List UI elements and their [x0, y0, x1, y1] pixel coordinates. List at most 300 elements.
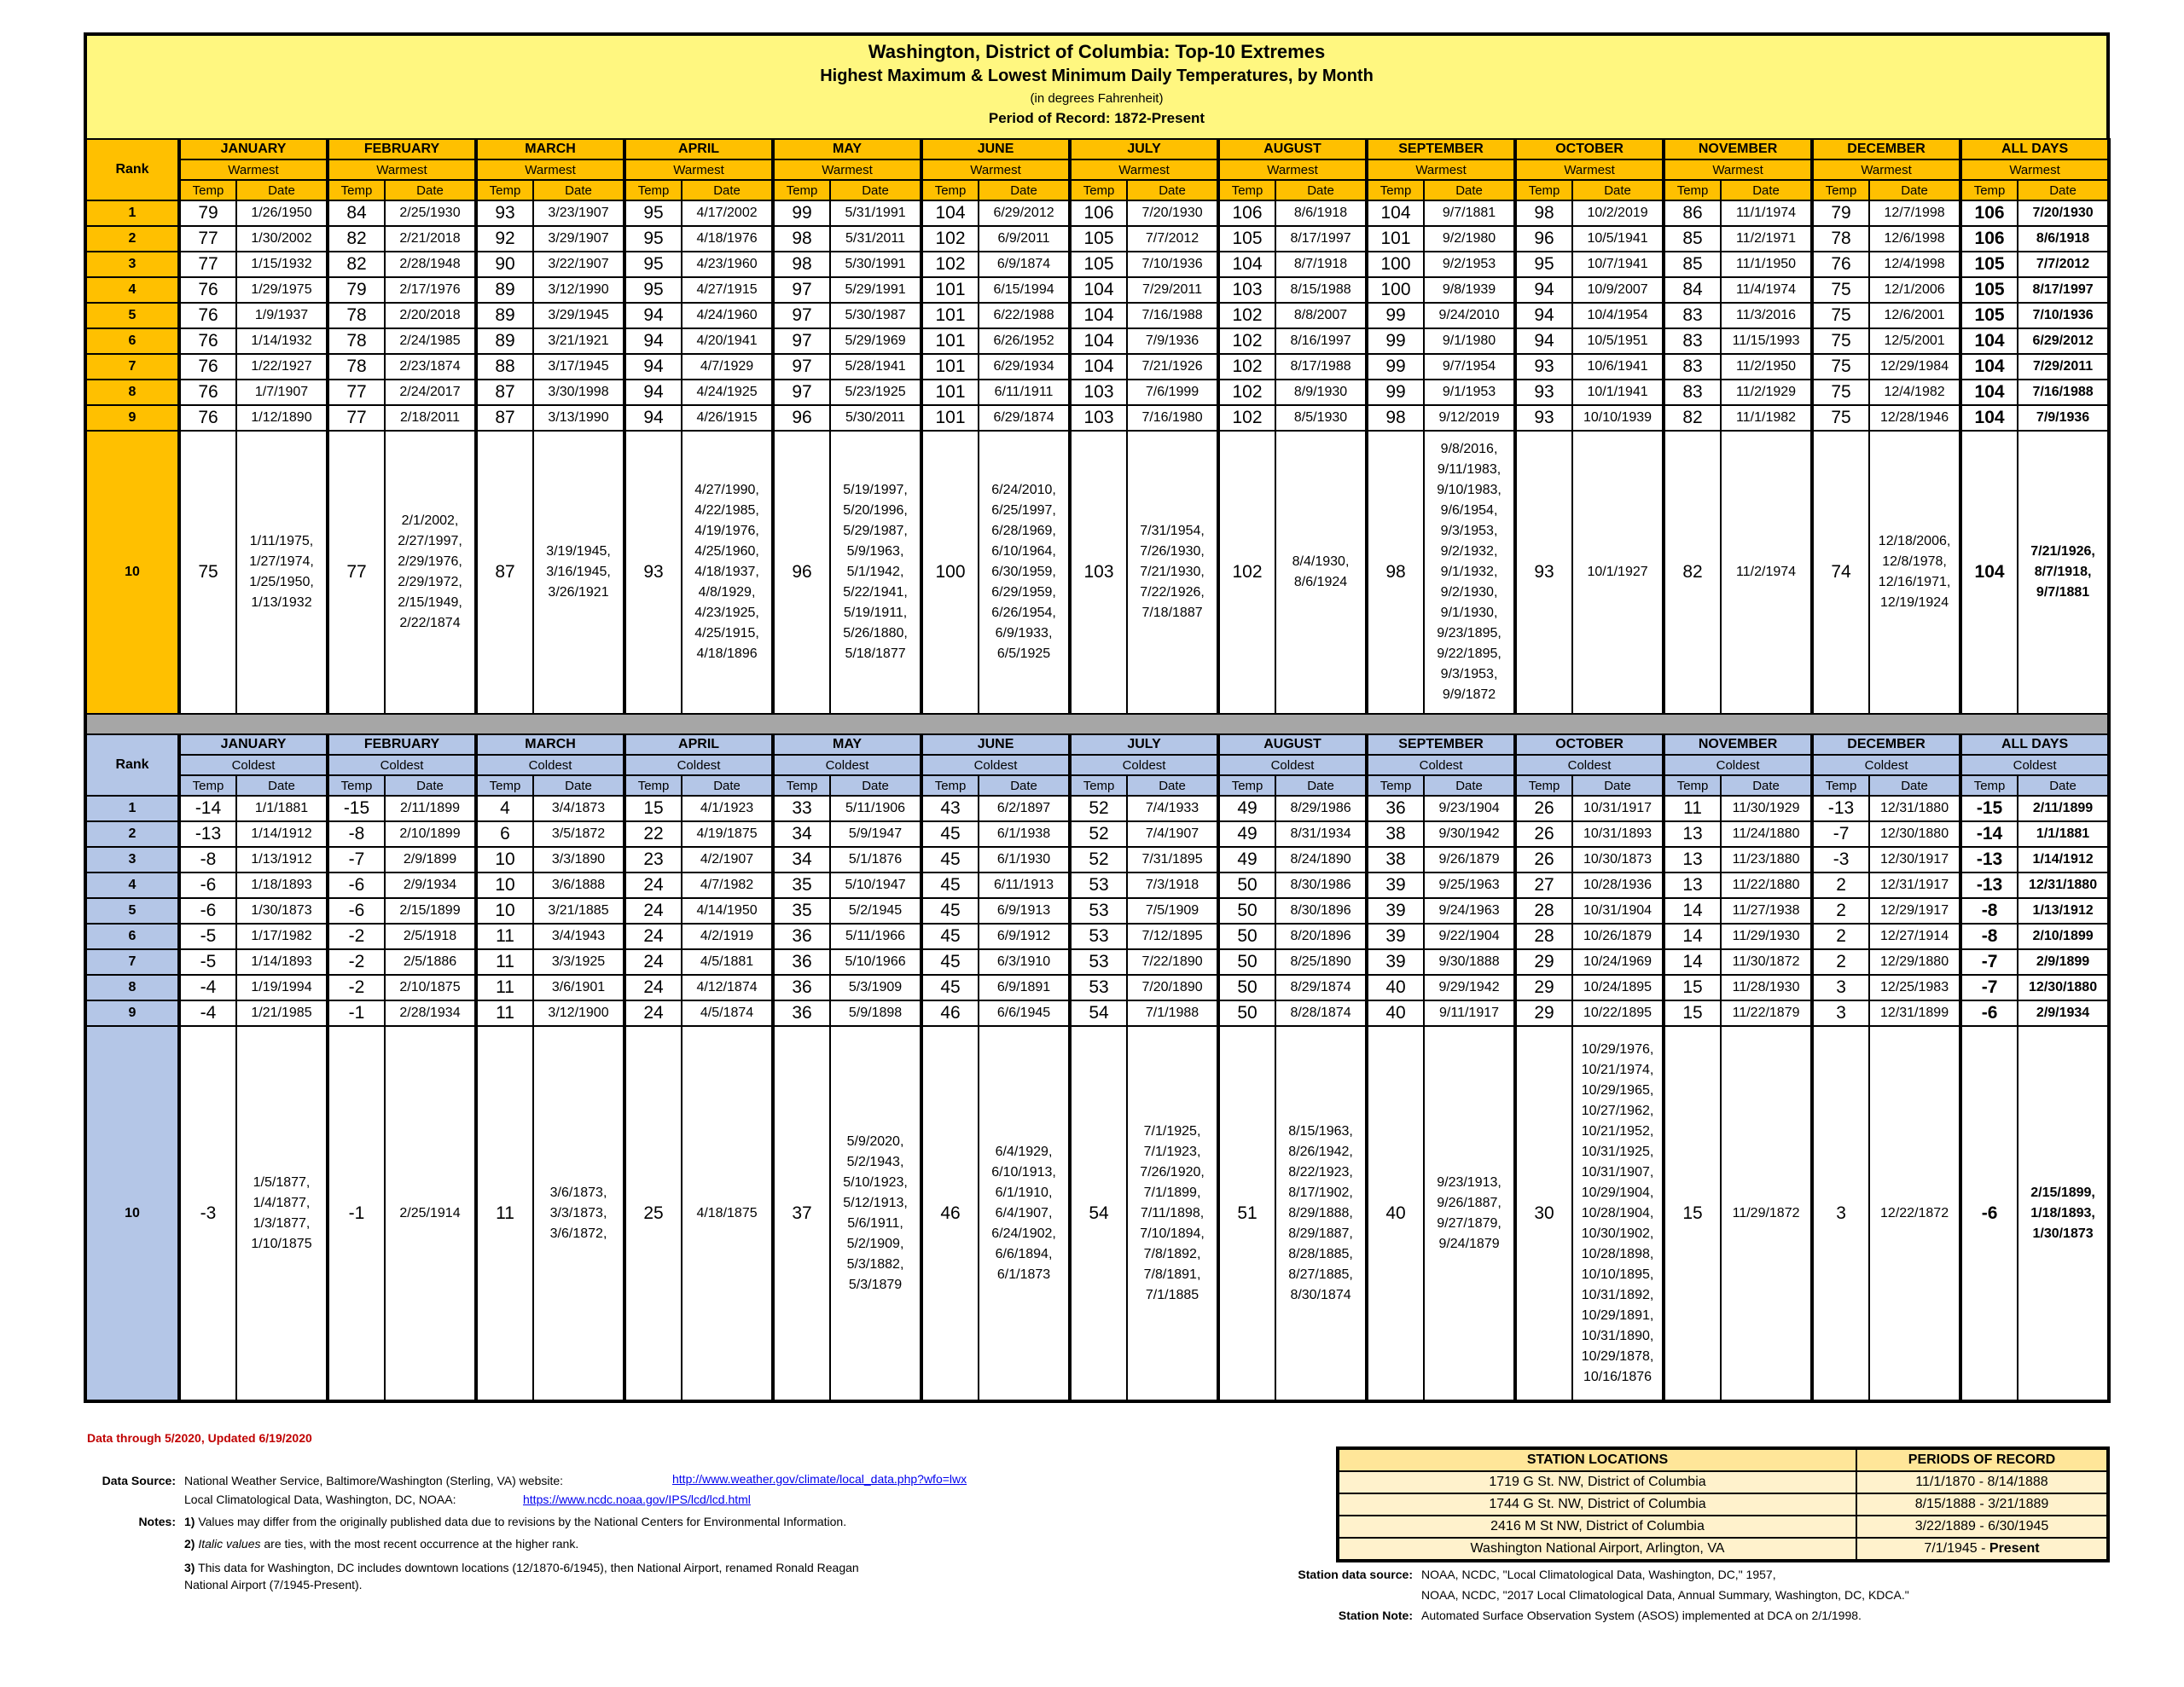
temp-cell: 36	[773, 975, 830, 1000]
temp-cell: 14	[1664, 924, 1721, 949]
table-row	[85, 847, 2109, 872]
date-cell: 7/29/2011	[2018, 354, 2109, 380]
date-cell: 5/10/1947	[830, 872, 921, 898]
station-source-line1: NOAA, NCDC, "Local Climatological Data, Washington, DC," 1957,	[1421, 1568, 1776, 1581]
temp-cell: 97	[773, 303, 830, 328]
data-source-link1[interactable]: http://www.weather.gov/climate/local_data.php?wfo=lwx	[672, 1472, 967, 1486]
date-cell: 6/9/1874	[979, 252, 1070, 277]
date-cell: 2/28/1948	[385, 252, 476, 277]
warm-label: Warmest	[1367, 159, 1515, 180]
temp-cell: -15	[1960, 796, 2018, 821]
temp-cell: 102	[1218, 328, 1275, 354]
temp-header: Temp	[1664, 775, 1721, 796]
column-header: DECEMBER	[1812, 734, 1960, 755]
temp-cell: 103	[1070, 405, 1127, 431]
temp-cell: 86	[1664, 200, 1721, 226]
temp-cell: 53	[1070, 975, 1127, 1000]
temp-cell: -13	[179, 821, 236, 847]
note-2-text: are ties, with the most recent occurrence at the higher rank.	[264, 1537, 579, 1551]
column-header: APRIL	[624, 139, 773, 159]
date-cell: 5/3/1909	[830, 975, 921, 1000]
date-header: Date	[830, 775, 921, 796]
temp-cell: 93	[476, 200, 533, 226]
date-cell: 3/17/1945	[533, 354, 624, 380]
date-cell: 3/30/1998	[533, 380, 624, 405]
date-cell: 6/9/1891	[979, 975, 1070, 1000]
date-cell: 12/18/2006, 12/8/1978, 12/16/1971, 12/19/1924	[1869, 431, 1960, 714]
note-3-text: This data for Washington, DC includes downtown locations (12/1870-6/1945), then National Airport, renamed Ronald Reagan	[198, 1561, 859, 1574]
date-header: Date	[1127, 775, 1218, 796]
temp-cell: 4	[476, 796, 533, 821]
date-cell: 6/29/2012	[979, 200, 1070, 226]
notes-label: Notes:	[138, 1515, 176, 1528]
temp-cell: 36	[1367, 796, 1424, 821]
date-cell: 10/1/1941	[1572, 380, 1664, 405]
date-cell: 4/14/1950	[682, 898, 773, 924]
date-cell: 7/3/1918	[1127, 872, 1218, 898]
date-cell: 12/25/1983	[1869, 975, 1960, 1000]
cold-label: Coldest	[1070, 755, 1218, 775]
temp-cell: 77	[179, 226, 236, 252]
temp-cell: 53	[1070, 872, 1127, 898]
temp-cell: 36	[773, 1000, 830, 1026]
date-cell: 8/29/1986	[1275, 796, 1367, 821]
temp-cell: 106	[1960, 200, 2018, 226]
date-cell: 2/10/1875	[385, 975, 476, 1000]
date-cell: 1/21/1985	[236, 1000, 328, 1026]
temp-cell: 40	[1367, 975, 1424, 1000]
station-period: 3/22/1889 - 6/30/1945	[1856, 1516, 2108, 1538]
temp-cell: -6	[1960, 1000, 2018, 1026]
date-cell: 2/5/1918	[385, 924, 476, 949]
table-row	[85, 1000, 2109, 1026]
temp-cell: 94	[624, 380, 682, 405]
date-cell: 3/4/1873	[533, 796, 624, 821]
date-cell: 10/29/1976, 10/21/1974, 10/29/1965, 10/27/1962, 10/21/1952, 10/31/1925, 10/31/1907, 10/29/1904, 10/28/1904, 10/30/1902, 10/28/1898, 10/10/1895, 10/31/1892, 10/29/1891, 10/31/1890, 10/29/1878, 10/16/1876	[1572, 1026, 1664, 1401]
temp-cell: 102	[1218, 354, 1275, 380]
temp-cell: 102	[1218, 431, 1275, 714]
temp-header: Temp	[1960, 775, 2018, 796]
station-source-line2: NOAA, NCDC, "2017 Local Climatological Data, Annual Summary, Washington, DC, KDCA."	[1421, 1588, 1909, 1602]
rank-cell: 10	[85, 1026, 179, 1401]
temp-header: Temp	[1812, 180, 1869, 200]
date-cell: 8/16/1997	[1275, 328, 1367, 354]
date-cell: 10/22/1895	[1572, 1000, 1664, 1026]
temp-cell: 45	[921, 949, 979, 975]
temp-cell: 29	[1515, 1000, 1572, 1026]
temp-cell: 105	[1218, 226, 1275, 252]
temp-cell: 92	[476, 226, 533, 252]
date-cell: 9/11/1917	[1424, 1000, 1515, 1026]
date-cell: 6/9/1913	[979, 898, 1070, 924]
temp-cell: 2	[1812, 872, 1869, 898]
date-cell: 7/29/2011	[1127, 277, 1218, 303]
date-cell: 12/6/1998	[1869, 226, 1960, 252]
stations-header-row	[1338, 1448, 2108, 1471]
temp-cell: 102	[1218, 405, 1275, 431]
temp-cell: 93	[1515, 405, 1572, 431]
date-cell: 1/29/1975	[236, 277, 328, 303]
temp-cell: 28	[1515, 898, 1572, 924]
temp-cell: 76	[179, 328, 236, 354]
date-cell: 12/30/1880	[1869, 821, 1960, 847]
temp-cell: 106	[1218, 200, 1275, 226]
temp-cell: 74	[1812, 431, 1869, 714]
date-cell: 11/28/1930	[1721, 975, 1812, 1000]
column-header: JULY	[1070, 734, 1218, 755]
temp-cell: -3	[1812, 847, 1869, 872]
date-header: Date	[1869, 180, 1960, 200]
data-source-line1: National Weather Service, Baltimore/Washington (Sterling, VA) website:	[184, 1474, 564, 1487]
temp-header: Temp	[1812, 775, 1869, 796]
column-header: NOVEMBER	[1664, 139, 1812, 159]
date-cell: 1/17/1982	[236, 924, 328, 949]
rank-cell: 10	[85, 431, 179, 714]
temp-header: Temp	[1664, 180, 1721, 200]
temp-cell: 82	[1664, 431, 1721, 714]
date-cell: 6/24/2010, 6/25/1997, 6/28/1969, 6/10/1964, 6/30/1959, 6/29/1959, 6/26/1954, 6/9/1933, 6/5/1925	[979, 431, 1070, 714]
date-cell: 10/28/1936	[1572, 872, 1664, 898]
temp-cell: 104	[1070, 303, 1127, 328]
temp-cell: 89	[476, 303, 533, 328]
date-cell: 5/9/1898	[830, 1000, 921, 1026]
date-cell: 9/23/1913, 9/26/1887, 9/27/1879, 9/24/1879	[1424, 1026, 1515, 1401]
date-cell: 5/19/1997, 5/20/1996, 5/29/1987, 5/9/1963, 5/1/1942, 5/22/1941, 5/19/1911, 5/26/1880, 5/18/1877	[830, 431, 921, 714]
table-row	[85, 226, 2109, 252]
date-cell: 2/9/1934	[385, 872, 476, 898]
date-cell: 11/2/1971	[1721, 226, 1812, 252]
date-header: Date	[1424, 180, 1515, 200]
date-cell: 7/12/1895	[1127, 924, 1218, 949]
temp-header: Temp	[773, 775, 830, 796]
temp-cell: 50	[1218, 898, 1275, 924]
date-cell: 7/4/1907	[1127, 821, 1218, 847]
column-header: JUNE	[921, 139, 1070, 159]
date-header: Date	[1721, 775, 1812, 796]
temp-cell: -7	[1960, 975, 2018, 1000]
date-cell: 11/27/1938	[1721, 898, 1812, 924]
date-cell: 7/6/1999	[1127, 380, 1218, 405]
date-cell: 9/2/1953	[1424, 252, 1515, 277]
date-cell: 9/24/1963	[1424, 898, 1515, 924]
date-cell: 7/1/1925, 7/1/1923, 7/26/1920, 7/1/1899, 7/11/1898, 7/10/1894, 7/8/1892, 7/8/1891, 7/1/1885	[1127, 1026, 1218, 1401]
column-header: AUGUST	[1218, 734, 1367, 755]
temp-cell: 43	[921, 796, 979, 821]
date-cell: 9/22/1904	[1424, 924, 1515, 949]
date-cell: 8/6/1918	[1275, 200, 1367, 226]
temp-cell: 104	[1960, 380, 2018, 405]
temp-cell: 51	[1218, 1026, 1275, 1401]
date-cell: 2/1/2002, 2/27/1997, 2/29/1976, 2/29/1972, 2/15/1949, 2/22/1874	[385, 431, 476, 714]
date-cell: 4/5/1881	[682, 949, 773, 975]
date-cell: 11/2/1974	[1721, 431, 1812, 714]
records-table	[84, 138, 2111, 1403]
temp-cell: 35	[773, 898, 830, 924]
temp-cell: 95	[624, 252, 682, 277]
table-row	[85, 1026, 2109, 1401]
date-cell: 10/7/1941	[1572, 252, 1664, 277]
date-cell: 5/30/2011	[830, 405, 921, 431]
date-cell: 9/8/2016, 9/11/1983, 9/10/1983, 9/6/1954, 9/3/1953, 9/2/1932, 9/1/1932, 9/2/1930, 9/1/1930, 9/23/1895, 9/22/1895, 9/3/1953, 9/9/1872	[1424, 431, 1515, 714]
date-cell: 1/15/1932	[236, 252, 328, 277]
warm-field-row	[85, 180, 2109, 200]
temp-cell: 45	[921, 847, 979, 872]
temp-cell: -6	[1960, 1026, 2018, 1401]
date-cell: 1/5/1877, 1/4/1877, 1/3/1877, 1/10/1875	[236, 1026, 328, 1401]
date-cell: 12/7/1998	[1869, 200, 1960, 226]
temp-cell: 45	[921, 821, 979, 847]
temp-cell: 96	[773, 405, 830, 431]
date-cell: 6/11/1913	[979, 872, 1070, 898]
date-cell: 2/9/1899	[2018, 949, 2109, 975]
date-cell: 12/29/1917	[1869, 898, 1960, 924]
temp-cell: 102	[1218, 380, 1275, 405]
date-cell: 4/19/1875	[682, 821, 773, 847]
date-cell: 10/9/2007	[1572, 277, 1664, 303]
date-cell: 1/19/1994	[236, 975, 328, 1000]
temp-cell: 102	[921, 226, 979, 252]
date-cell: 1/1/1881	[2018, 821, 2109, 847]
station-note-label: Station Note:	[1338, 1609, 1413, 1622]
table-row	[85, 277, 2109, 303]
date-cell: 6/9/2011	[979, 226, 1070, 252]
temp-cell: -1	[328, 1026, 385, 1401]
date-cell: 1/1/1881	[236, 796, 328, 821]
date-cell: 1/14/1912	[2018, 847, 2109, 872]
rank-cell: 1	[85, 200, 179, 226]
temp-cell: 95	[624, 200, 682, 226]
date-cell: 4/2/1919	[682, 924, 773, 949]
cold-label: Coldest	[1960, 755, 2109, 775]
temp-cell: 79	[328, 277, 385, 303]
date-cell: 11/30/1872	[1721, 949, 1812, 975]
table-row	[85, 821, 2109, 847]
temp-cell: 50	[1218, 949, 1275, 975]
temp-header: Temp	[179, 180, 236, 200]
temp-cell: 30	[1515, 1026, 1572, 1401]
temp-cell: 3	[1812, 975, 1869, 1000]
column-header: NOVEMBER	[1664, 734, 1812, 755]
temp-cell: -14	[179, 796, 236, 821]
table-row	[85, 431, 2109, 714]
date-cell: 6/11/1911	[979, 380, 1070, 405]
date-cell: 3/12/1900	[533, 1000, 624, 1026]
date-cell: 10/31/1904	[1572, 898, 1664, 924]
date-cell: 6/9/1912	[979, 924, 1070, 949]
rank-cell: 9	[85, 1000, 179, 1026]
date-cell: 8/28/1874	[1275, 1000, 1367, 1026]
temp-cell: -3	[179, 1026, 236, 1401]
warm-label: Warmest	[1812, 159, 1960, 180]
date-cell: 12/28/1946	[1869, 405, 1960, 431]
temp-cell: 89	[476, 328, 533, 354]
date-cell: 2/15/1899, 1/18/1893, 1/30/1873	[2018, 1026, 2109, 1401]
date-cell: 12/30/1917	[1869, 847, 1960, 872]
page-title: Washington, District of Columbia: Top-10 Extremes	[868, 41, 1326, 62]
date-cell: 1/30/1873	[236, 898, 328, 924]
date-cell: 2/23/1874	[385, 354, 476, 380]
temp-cell: 84	[328, 200, 385, 226]
temp-cell: 24	[624, 872, 682, 898]
date-cell: 10/5/1941	[1572, 226, 1664, 252]
date-cell: 6/2/1897	[979, 796, 1070, 821]
station-location: Washington National Airport, Arlington, VA	[1338, 1538, 1856, 1561]
temp-cell: 99	[1367, 380, 1424, 405]
date-cell: 7/20/1890	[1127, 975, 1218, 1000]
cold-label: Coldest	[773, 755, 921, 775]
temp-cell: 93	[1515, 354, 1572, 380]
date-cell: 4/27/1915	[682, 277, 773, 303]
date-cell: 3/22/1907	[533, 252, 624, 277]
temp-cell: 76	[179, 277, 236, 303]
temp-cell: 76	[179, 405, 236, 431]
station-location: 1744 G St. NW, District of Columbia	[1338, 1493, 1856, 1516]
date-cell: 8/20/1896	[1275, 924, 1367, 949]
temp-cell: 101	[921, 354, 979, 380]
station-row	[1338, 1538, 2108, 1561]
warm-label: Warmest	[1960, 159, 2109, 180]
temp-cell: 29	[1515, 949, 1572, 975]
period-of-record: Period of Record: 1872-Present	[988, 110, 1205, 126]
date-cell: 9/26/1879	[1424, 847, 1515, 872]
date-cell: 7/31/1895	[1127, 847, 1218, 872]
section-separator	[85, 714, 2109, 734]
temp-cell: 40	[1367, 1026, 1424, 1401]
table-row	[85, 898, 2109, 924]
temp-cell: 101	[921, 303, 979, 328]
rank-cell: 7	[85, 949, 179, 975]
date-cell: 1/30/2002	[236, 226, 328, 252]
date-header: Date	[1869, 775, 1960, 796]
temp-cell: 14	[1664, 949, 1721, 975]
date-cell: 9/25/1963	[1424, 872, 1515, 898]
note-2-number: 2)	[184, 1537, 195, 1551]
temp-cell: 3	[1812, 1000, 1869, 1026]
temp-cell: -7	[1812, 821, 1869, 847]
note-2-italic: Italic values	[198, 1537, 261, 1551]
table-row	[85, 354, 2109, 380]
date-cell: 10/31/1893	[1572, 821, 1664, 847]
temp-cell: 14	[1664, 898, 1721, 924]
table-row	[85, 872, 2109, 898]
temp-cell: -6	[179, 898, 236, 924]
temp-cell: 11	[476, 1026, 533, 1401]
temp-cell: 87	[476, 431, 533, 714]
table-row	[85, 252, 2109, 277]
temp-header: Temp	[328, 180, 385, 200]
temp-cell: 83	[1664, 354, 1721, 380]
date-cell: 8/15/1963, 8/26/1942, 8/22/1923, 8/17/1902, 8/29/1888, 8/29/1887, 8/28/1885, 8/27/1885, 8/30/1874	[1275, 1026, 1367, 1401]
cold-label: Coldest	[1218, 755, 1367, 775]
temp-header: Temp	[476, 180, 533, 200]
date-cell: 10/5/1951	[1572, 328, 1664, 354]
temp-cell: 97	[773, 328, 830, 354]
temp-cell: 78	[328, 328, 385, 354]
station-row	[1338, 1471, 2108, 1493]
rank-cell: 4	[85, 872, 179, 898]
date-cell: 1/9/1937	[236, 303, 328, 328]
temp-header: Temp	[1070, 775, 1127, 796]
station-row	[1338, 1493, 2108, 1516]
data-source-link2[interactable]: https://www.ncdc.noaa.gov/IPS/lcd/lcd.html	[523, 1493, 751, 1506]
temp-cell: 98	[773, 252, 830, 277]
temp-cell: 98	[1367, 431, 1424, 714]
date-cell: 10/26/1879	[1572, 924, 1664, 949]
station-period-present: Present	[1989, 1541, 2040, 1556]
temp-cell: 53	[1070, 949, 1127, 975]
date-cell: 8/6/1918	[2018, 226, 2109, 252]
column-header: FEBRUARY	[328, 139, 476, 159]
date-cell: 6/26/1952	[979, 328, 1070, 354]
date-cell: 2/10/1899	[2018, 924, 2109, 949]
date-cell: 8/24/1890	[1275, 847, 1367, 872]
warm-label: Warmest	[476, 159, 624, 180]
date-header: Date	[236, 180, 328, 200]
temp-cell: -13	[1960, 872, 2018, 898]
date-cell: 8/17/1997	[2018, 277, 2109, 303]
temp-cell: 24	[624, 1000, 682, 1026]
warm-label: Warmest	[1515, 159, 1664, 180]
temp-cell: 11	[1664, 796, 1721, 821]
temp-cell: 101	[1367, 226, 1424, 252]
temp-cell: 104	[1960, 405, 2018, 431]
temp-cell: 104	[1070, 328, 1127, 354]
date-cell: 2/25/1930	[385, 200, 476, 226]
cold-month-header-row	[85, 734, 2109, 755]
station-row	[1338, 1516, 2108, 1538]
cold-label-row	[85, 755, 2109, 775]
temp-cell: 52	[1070, 821, 1127, 847]
temp-cell: 22	[624, 821, 682, 847]
temp-cell: 15	[1664, 1026, 1721, 1401]
date-cell: 3/29/1945	[533, 303, 624, 328]
date-cell: 6/4/1929, 6/10/1913, 6/1/1910, 6/4/1907, 6/24/1902, 6/6/1894, 6/1/1873	[979, 1026, 1070, 1401]
date-cell: 11/2/1929	[1721, 380, 1812, 405]
date-header: Date	[1572, 775, 1664, 796]
temp-cell: 98	[1515, 200, 1572, 226]
temp-cell: -5	[179, 949, 236, 975]
column-header: ALL DAYS	[1960, 139, 2109, 159]
temp-cell: 102	[1218, 303, 1275, 328]
temp-cell: 77	[328, 431, 385, 714]
date-header: Date	[385, 180, 476, 200]
temp-cell: 105	[1070, 226, 1127, 252]
temp-cell: 36	[773, 949, 830, 975]
date-cell: 10/31/1917	[1572, 796, 1664, 821]
table-row	[85, 328, 2109, 354]
temp-cell: 77	[328, 380, 385, 405]
table-row	[85, 303, 2109, 328]
cold-label: Coldest	[1515, 755, 1664, 775]
date-cell: 10/24/1895	[1572, 975, 1664, 1000]
date-cell: 7/10/1936	[1127, 252, 1218, 277]
temp-cell: 105	[1070, 252, 1127, 277]
temp-cell: 39	[1367, 898, 1424, 924]
temp-cell: 45	[921, 924, 979, 949]
temp-cell: 97	[773, 277, 830, 303]
temp-cell: 94	[624, 354, 682, 380]
temp-cell: 85	[1664, 252, 1721, 277]
station-period-start: 7/1/1945 -	[1924, 1541, 1989, 1556]
column-header: APRIL	[624, 734, 773, 755]
date-cell: 12/31/1899	[1869, 1000, 1960, 1026]
date-cell: 7/20/1930	[1127, 200, 1218, 226]
temp-cell: 35	[773, 872, 830, 898]
temp-cell: 88	[476, 354, 533, 380]
temp-cell: 79	[179, 200, 236, 226]
date-cell: 3/6/1888	[533, 872, 624, 898]
temp-cell: 15	[1664, 975, 1721, 1000]
